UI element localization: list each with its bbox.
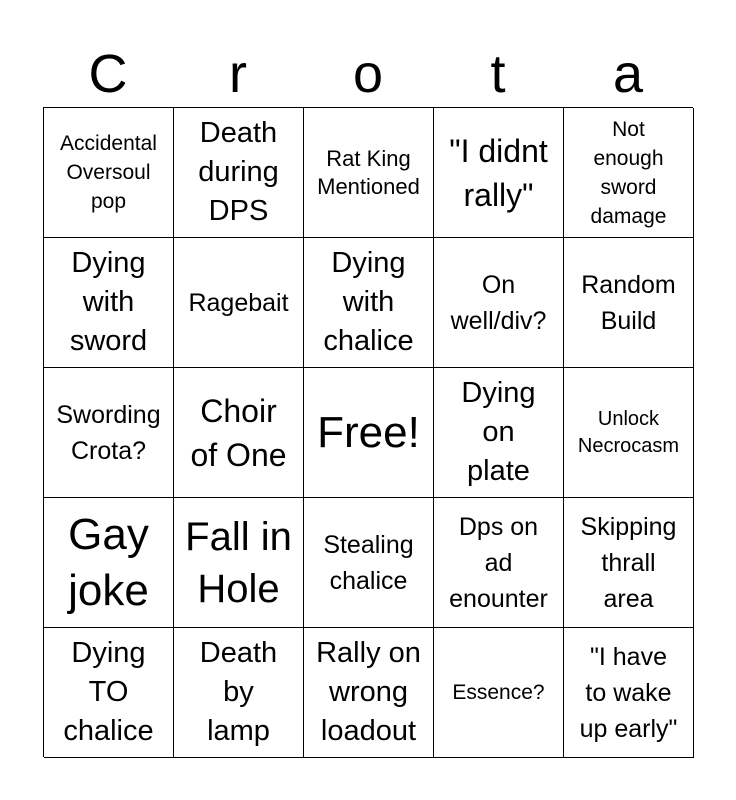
bingo-cell-r2c4[interactable] xyxy=(434,238,564,368)
bingo-cell-r4c4[interactable] xyxy=(434,498,564,628)
cell-label: Gay joke xyxy=(68,509,149,615)
cell-label: Not enough sword damage xyxy=(590,117,667,228)
cell-label: Stealing chalice xyxy=(323,530,414,595)
cell-label: On well/div? xyxy=(450,270,547,335)
bingo-cell-r5c4[interactable] xyxy=(434,628,564,758)
bingo-cell-r1c2[interactable] xyxy=(174,108,304,238)
bingo-cell-r4c1[interactable] xyxy=(44,498,174,628)
bingo-cell-r1c4[interactable] xyxy=(434,108,564,238)
title-letter-t: t xyxy=(490,44,506,104)
bingo-cell-r3c2[interactable] xyxy=(174,368,304,498)
bingo-cell-r3c1[interactable] xyxy=(44,368,174,498)
cell-label: Skipping thrall area xyxy=(580,512,677,613)
bingo-cell-r2c3[interactable] xyxy=(304,238,434,368)
bingo-cell-r4c2[interactable] xyxy=(174,498,304,628)
bingo-cell-r2c2[interactable] xyxy=(174,238,304,368)
cell-label: Dying TO chalice xyxy=(63,637,154,747)
cell-label: Choir of One xyxy=(190,392,287,473)
bingo-cell-r3c4[interactable] xyxy=(434,368,564,498)
cell-label: Dying on plate xyxy=(461,377,536,487)
bingo-cell-r2c5[interactable] xyxy=(564,238,694,368)
bingo-cell-r2c1[interactable] xyxy=(44,238,174,368)
bingo-card-grid xyxy=(43,107,693,757)
cell-label: Ragebait xyxy=(188,288,289,317)
bingo-cell-r1c5[interactable] xyxy=(564,108,694,238)
bingo-cell-free[interactable] xyxy=(304,368,434,498)
cell-label: Dying with sword xyxy=(69,247,148,357)
bingo-cell-r4c3[interactable] xyxy=(304,498,434,628)
cell-label: Death during DPS xyxy=(198,117,279,227)
cell-label: "I didnt rally" xyxy=(449,132,548,213)
cell-label: Swording Crota? xyxy=(56,400,161,465)
bingo-cell-r1c1[interactable] xyxy=(44,108,174,238)
bingo-cell-r5c3[interactable] xyxy=(304,628,434,758)
cell-label: Dps on ad enounter xyxy=(449,512,548,613)
cell-label: Rally on wrong loadout xyxy=(316,637,421,747)
title-letter-a: a xyxy=(612,44,644,104)
title-letter-o: o xyxy=(352,44,384,104)
cell-label: Random Build xyxy=(581,270,676,335)
bingo-title xyxy=(43,40,693,108)
bingo-cell-r3c5[interactable] xyxy=(564,368,694,498)
bingo-cell-r1c3[interactable] xyxy=(304,108,434,238)
bingo-cell-r5c1[interactable] xyxy=(44,628,174,758)
cell-label: "I have to wake up early" xyxy=(579,642,678,743)
cell-label: Death by lamp xyxy=(199,637,278,747)
cell-label: Essence? xyxy=(452,681,545,704)
bingo-cell-r4c5[interactable] xyxy=(564,498,694,628)
title-letter-c: C xyxy=(88,44,128,104)
free-space-label: Free! xyxy=(317,407,420,457)
cell-label: Accidental Oversoul pop xyxy=(60,132,157,213)
cell-label: Unlock Necrocasm xyxy=(577,407,680,457)
bingo-cell-r5c5[interactable] xyxy=(564,628,694,758)
bingo-cell-r5c2[interactable] xyxy=(174,628,304,758)
title-letter-r: r xyxy=(229,44,247,104)
cell-label: Rat King Mentioned xyxy=(317,145,420,199)
cell-label: Dying with chalice xyxy=(323,247,414,357)
cell-label: Fall in Hole xyxy=(185,514,292,611)
